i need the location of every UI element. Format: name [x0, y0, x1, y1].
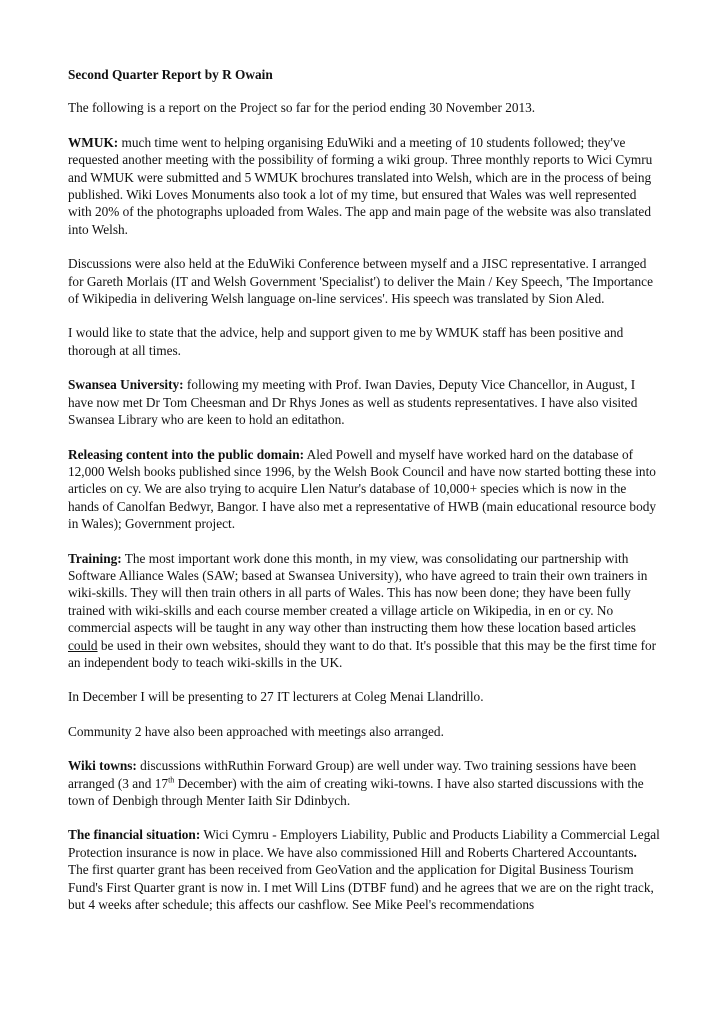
training-paragraph: [68, 550, 660, 672]
wikitowns-text-after: December) with the aim of creating wiki-towns. I have also started discussions with the town of Denbigh through Menter Iaith Sir Ddinbych.: [68, 775, 644, 808]
training-heading: Training:: [68, 550, 122, 566]
community-paragraph: Community 2 have also been approached with meetings also arranged.: [68, 723, 444, 739]
december-paragraph: In December I will be presenting to 27 IT lecturers at Coleg Menai Llandrillo.: [68, 689, 484, 705]
swansea-heading: Swansea University:: [68, 377, 184, 393]
wmuk-heading: WMUK:: [68, 134, 119, 150]
wikitowns-superscript: th: [168, 775, 175, 785]
financial-text-before: Wici Cymru - Employers Liability, Public and Products Liability a Commercial Legal Protection insurance is now in place. We have also commissioned Hill and Roberts Chartered Accountants: [68, 827, 660, 860]
financial-text-after: The first quarter grant has been received from GeoVation and the application for Digital Business Tourism Fund's First Quarter grant is now in. I met Will Lins (DTBF fund) and he agrees that we are on the right track, but 4 weeks after schedule; this affects our cashflow. See Mike Peel's recommendations: [68, 862, 654, 913]
swansea-paragraph: [68, 376, 660, 428]
report-title: Second Quarter Report by R Owain: [68, 67, 273, 82]
training-underlined-word: could: [68, 637, 98, 653]
advice-paragraph: I would like to state that the advice, help and support given to me by WMUK staff has been positive and thorough at all times.: [68, 325, 624, 358]
intro-paragraph: The following is a report on the Project so far for the period ending 30 November 2013.: [68, 100, 536, 116]
discussions-paragraph: Discussions were also held at the EduWiki Conference between myself and a JISC representative. I arranged for Gareth Morlais (IT and Welsh Government 'Specialist') to deliver the Main / Key Speech, 'The Importance of Wikipedia in delivering Welsh language on-line services'. His speech was translated by Sion Aled.: [68, 256, 653, 307]
report-page: [68, 66, 660, 930]
wikitowns-text-before: discussions withRuthin Forward Group) are well under way. Two training sessions have been arranged (3 and 17: [68, 758, 637, 791]
wmuk-text: much time went to helping organising EduWiki and a meeting of 10 students followed; they've requested another meeting with the possibility of forming a wiki group. Three monthly reports to Wici Cymru and WMUK were submitted and 5 WMUK brochures translated into Welsh, which are in the process of being published. Wiki Loves Monuments also took a lot of my time, but ensured that Wales was well represented with 20% of the photographs uploaded from Wales. The app and main page of the website was also translated into Welsh.: [68, 134, 653, 237]
wmuk-paragraph: [68, 134, 660, 238]
training-text-before: The most important work done this month, in my view, was consolidating our partnership with Software Alliance Wales (SAW; based at Swansea University), who have agreed to train their own trainers in wiki-skills. They will then train others in all parts of Wales. This has now been done; they have been fully trained with wiki-skills and each course member created a village article on Wikipedia, in en or cy. No commercial aspects will be taught in any way other than instructing them how these location based articles: [68, 550, 648, 636]
wikitowns-heading: Wiki towns:: [68, 758, 137, 774]
training-text-after: be used in their own websites, should they want to do that. It's possible that this may be the first time for an independent body to teach wiki-skills in the UK.: [68, 637, 657, 670]
financial-paragraph: [68, 826, 660, 913]
releasing-heading: Releasing content into the public domain:: [68, 446, 305, 462]
releasing-text: Aled Powell and myself have worked hard on the database of 12,000 Welsh books published since 1996, by the Welsh Book Council and have now started botting these into articles on cy. We are also trying to acquire Llen Natur's database of 10,000+ species which is now in the hands of Canolfan Bedwyr, Bangor. I have also met a representative of HWB (main educational resource body in Wales); Government project.: [68, 446, 657, 532]
wikitowns-paragraph: [68, 757, 660, 809]
financial-heading: The financial situation:: [68, 827, 201, 843]
financial-bold-period: .: [633, 844, 637, 860]
releasing-paragraph: [68, 446, 660, 533]
swansea-text: following my meeting with Prof. Iwan Davies, Deputy Vice Chancellor, in August, I have now met Dr Tom Cheesman and Dr Rhys Jones as well as students representatives. I have also visited Swansea Library who are keen to hold an editathon.: [68, 377, 638, 428]
